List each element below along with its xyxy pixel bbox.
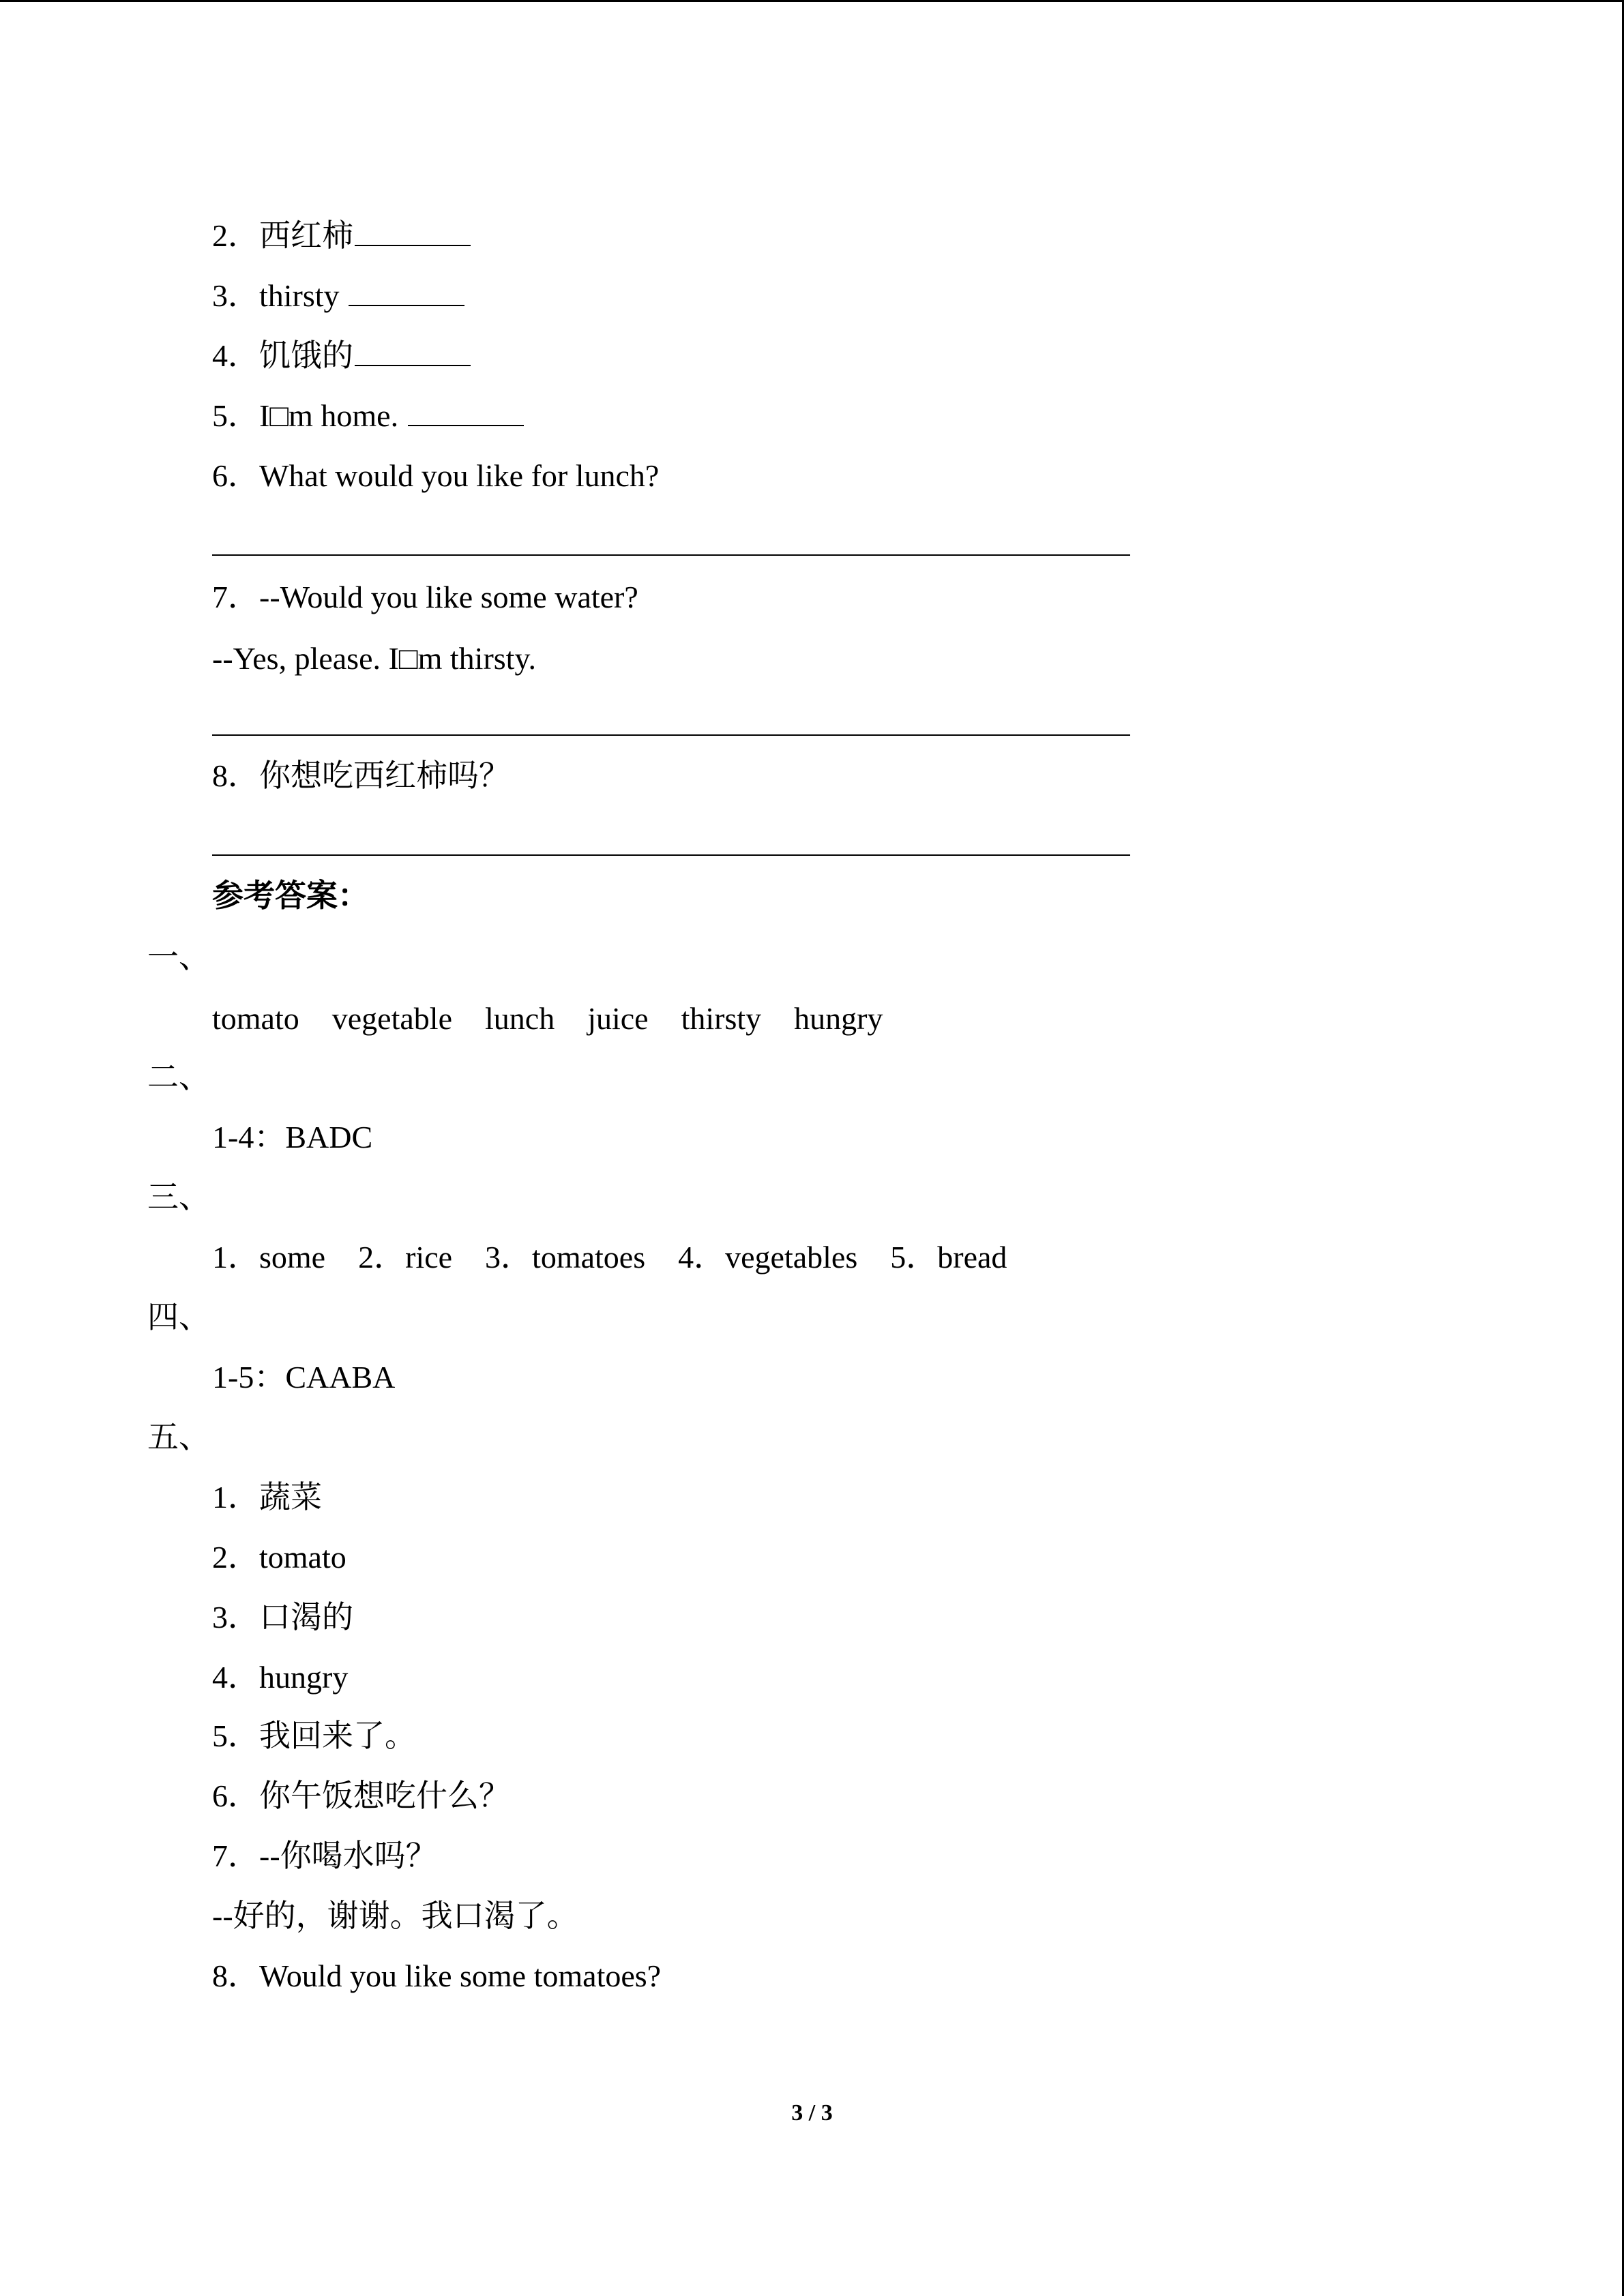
question-7-reply: --Yes, please. I□m thirsty. — [212, 641, 536, 676]
question-7: 7．--Would you like some water? — [212, 580, 638, 614]
question-4: 4．饥饿的 — [212, 337, 471, 375]
section-1-words: tomato vegetable lunch juice thirsty hungry — [212, 1001, 883, 1036]
top-border — [0, 0, 1624, 2]
section-5-item: 4．hungry — [212, 1660, 349, 1695]
question-8: 8．你想吃西红柿吗？ — [212, 758, 510, 793]
section-5-item: --好的，谢谢。我口渴了。 — [212, 1898, 578, 1933]
answer-line[interactable] — [212, 554, 1130, 556]
section-4-label: 四、 — [147, 1300, 210, 1335]
section-3-answers: 1．some 2．rice 3．tomatoes 4．vegetables 5．bread — [212, 1240, 1007, 1274]
page-number: 3 / 3 — [791, 2100, 833, 2126]
section-1-label: 一、 — [147, 940, 210, 974]
answer-blank[interactable] — [355, 338, 471, 366]
section-5-item: 7．--你喝水吗？ — [212, 1838, 437, 1873]
section-5-item: 5．我回来了。 — [212, 1718, 416, 1753]
section-5-item: 1．蔬菜 — [212, 1480, 322, 1515]
section-5-item: 8．Would you like some tomatoes? — [212, 1958, 662, 1993]
answer-key-title: 参考答案： — [212, 878, 369, 913]
question-5: 5．I□m home. — [212, 397, 524, 435]
section-5-label: 五、 — [147, 1420, 210, 1455]
answer-line[interactable] — [212, 854, 1130, 856]
section-5-item: 2．tomato — [212, 1540, 346, 1575]
answer-line[interactable] — [212, 734, 1130, 736]
section-3-label: 三、 — [147, 1180, 210, 1214]
answer-blank[interactable] — [408, 398, 524, 426]
answer-blank[interactable] — [355, 218, 471, 246]
section-5-item: 3．口渴的 — [212, 1600, 353, 1635]
section-2-answers: 1-4：BADC — [212, 1120, 373, 1154]
question-2: 2．西红柿 — [212, 217, 471, 255]
question-6: 6．What would you like for lunch? — [212, 458, 660, 493]
section-4-answers: 1-5：CAABA — [212, 1360, 396, 1395]
section-5-item: 6．你午饭想吃什么？ — [212, 1778, 510, 1813]
question-3: 3．thirsty — [212, 277, 464, 315]
section-2-label: 二、 — [147, 1060, 210, 1094]
answer-blank[interactable] — [349, 278, 464, 306]
